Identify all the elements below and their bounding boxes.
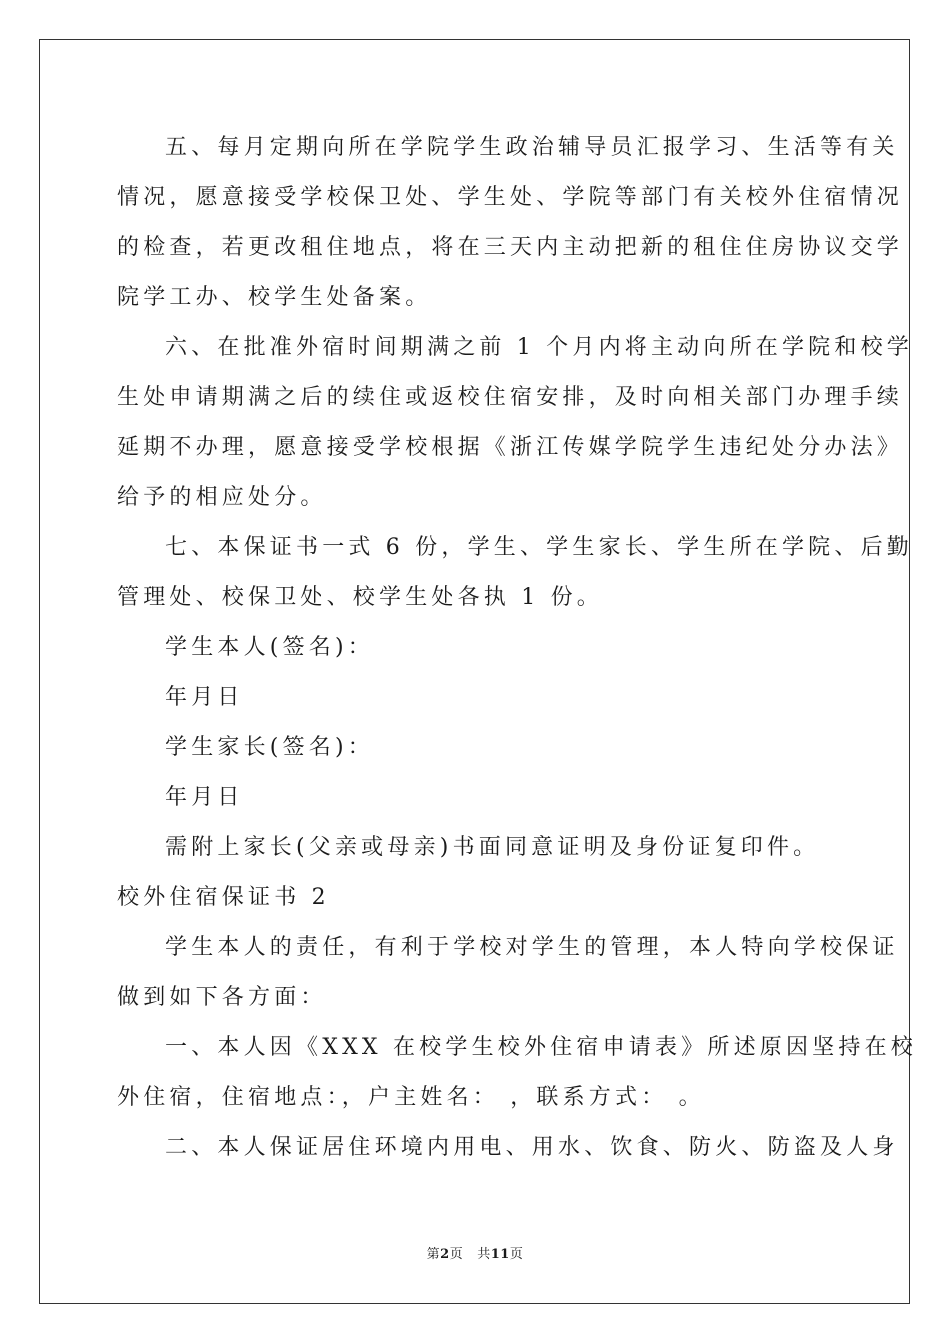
- text-line: 给予的相应处分。: [117, 485, 327, 510]
- page-number: 2: [440, 1247, 450, 1262]
- text-line: 院学工办、校学生处备案。: [117, 285, 432, 310]
- total-suffix: 页: [509, 1247, 524, 1262]
- section-title: 校外住宿保证书 2: [117, 885, 330, 910]
- text-line: 外住宿，住宿地点：，户主姓名： ，联系方式： 。: [117, 1085, 705, 1110]
- date-label-parent: 年月日: [165, 785, 244, 810]
- text-line: 学生本人的责任，有利于学校对学生的管理，本人特向学校保证: [165, 935, 899, 960]
- text-line: 管理处、校保卫处、校学生处各执 1 份。: [117, 585, 603, 610]
- text-line: 做到如下各方面：: [117, 985, 327, 1010]
- text-line: 情况，愿意接受学校保卫处、学生处、学院等部门有关校外住宿情况: [117, 185, 904, 210]
- signature-label-student: 学生本人(签名)：: [165, 635, 374, 660]
- total-prefix: 共: [477, 1247, 491, 1262]
- total-pages: 11: [490, 1247, 510, 1262]
- text-line: 五、每月定期向所在学院学生政治辅导员汇报学习、生活等有关: [165, 135, 899, 160]
- attachment-note: 需附上家长(父亲或母亲)书面同意证明及身份证复印件。: [165, 835, 820, 860]
- text-line: 的检查，若更改租住地点，将在三天内主动把新的租住住房协议交学: [117, 235, 904, 260]
- signature-label-parent: 学生家长(签名)：: [165, 735, 374, 760]
- text-line: 二、本人保证居住环境内用电、用水、饮食、防火、防盗及人身: [165, 1135, 899, 1160]
- date-label-student: 年月日: [165, 685, 244, 710]
- page-suffix: 页: [449, 1247, 464, 1262]
- text-line: 一、本人因《XXX 在校学生校外住宿申请表》所述原因坚持在校: [165, 1035, 917, 1060]
- text-line: 延期不办理，愿意接受学校根据《浙江传媒学院学生违纪处分办法》: [117, 435, 904, 460]
- page-prefix: 第: [426, 1247, 441, 1262]
- document-body: [117, 123, 917, 1173]
- text-line: 生处申请期满之后的续住或返校住宿安排，及时向相关部门办理手续: [117, 385, 904, 410]
- text-line: 七、本保证书一式 6 份，学生、学生家长、学生所在学院、后勤: [165, 535, 913, 560]
- text-line: 六、在批准外宿时间期满之前 1 个月内将主动向所在学院和校学: [165, 335, 913, 360]
- page-footer: [0, 1246, 950, 1264]
